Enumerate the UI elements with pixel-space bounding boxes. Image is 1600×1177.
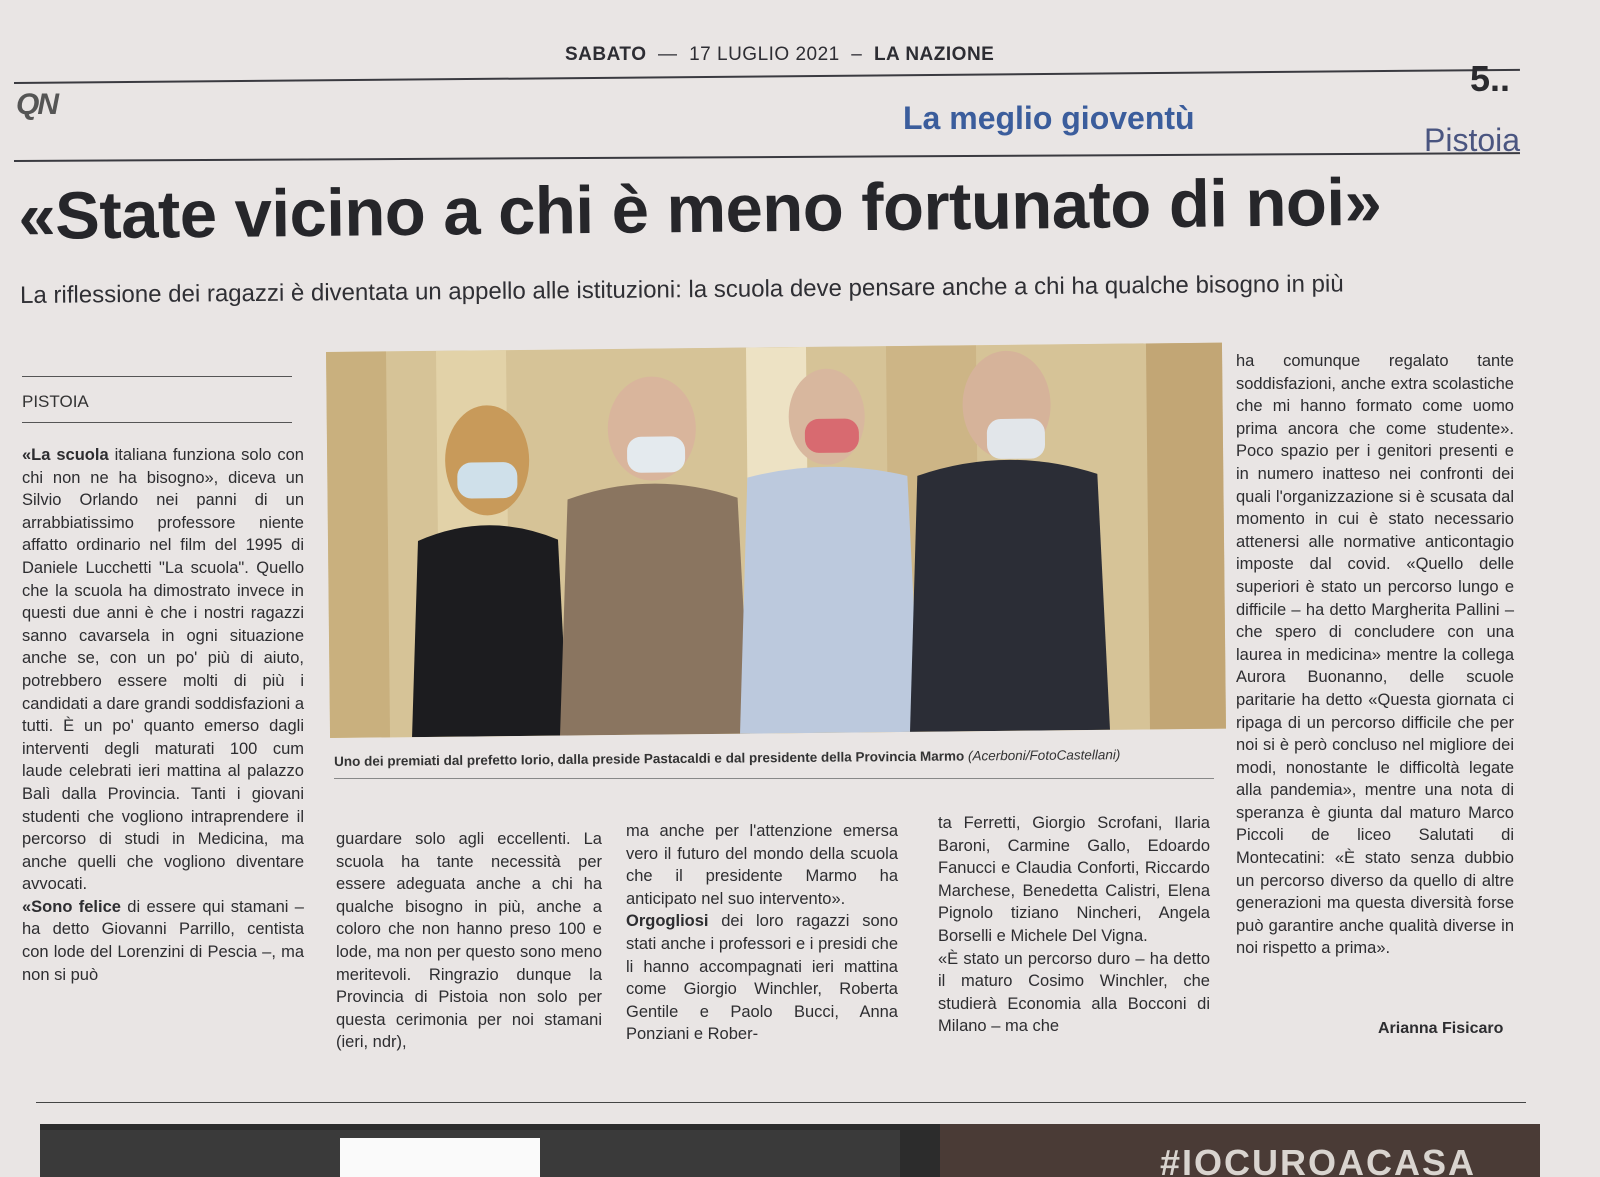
dateline-rule-bottom (22, 422, 292, 423)
footer-rule (36, 1102, 1526, 1103)
ad-white-block (340, 1138, 540, 1177)
headline: «State vicino a chi è meno fortunato di noi» (18, 164, 1382, 254)
ad-hashtag: #IOCUROACASA (1160, 1142, 1477, 1177)
col3-text: ma anche per l'attenzione emersa vero il futuro del mondo della scuola che il presidente Marmo ha anticipato nel suo intervento». (626, 822, 898, 908)
col1-lead-2: «Sono felice (22, 897, 121, 916)
article-photo (326, 343, 1226, 738)
city-label: Pistoia (1424, 122, 1521, 158)
caption-credit: (Acerboni/FotoCastellani) (967, 747, 1121, 764)
col1-lead: «La scuola (22, 446, 109, 464)
header-rule-top (14, 69, 1520, 84)
article-column-4 (938, 812, 1210, 1038)
masthead-day: SABATO (565, 44, 647, 65)
dateline: PISTOIA (22, 392, 89, 411)
article-column-5 (1236, 350, 1514, 960)
article-column-2 (336, 828, 602, 1054)
col4-text-2: «È stato un percorso duro – ha detto il maturo Cosimo Winchler, che studierà Economia alla Bocconi di Milano – ma che (938, 949, 1210, 1036)
qn-logo: QN (16, 88, 57, 121)
col3-text-2: dei loro ragazzi sono stati anche i professori e i presidi che li hanno accompagnati ieri mattina come Giorgio Winchler, Roberta Gentile e Paolo Bucci, Anna Ponziani e Rober- (626, 912, 898, 1044)
col1-text-2: di essere qui stamani – ha detto Giovanni Parrillo, centista con lode del Lorenzini di Pescia –, ma non si può (22, 897, 304, 984)
col3-lead: Orgogliosi (626, 912, 709, 931)
section-title: La meglio gioventù (903, 100, 1195, 136)
subheadline: La riflessione dei ragazzi è diventata un appello alle istituzioni: la scuola deve pensare anche a chi ha qualche bisogno in più (20, 270, 1344, 309)
photo-illustration (326, 343, 1226, 738)
col5-text: ha comunque regalato tante soddisfazioni, anche extra scolastiche che mi hanno formato come uomo prima ancora che come studente». Poco spazio per i genitori presenti e in numero inatteso nei confronti dei quali l'organizzazione si è scusata dal momento in cui è stato necessario attenersi alle normative anticontagio imposte dal covid. «Quello delle superiori è stato un percorso lungo e difficile – ha detto Margherita Pallini – che spero di concludere con una laurea in medicina» mentre la collega Aurora Buonanno, delle scuole paritarie ha detto «Questa giornata ci ripaga di un percorso difficile che per noi si è però concluso nel migliore dei modi, nonostante le difficoltà legate alla pandemia», mentre una nota di speranza è giunta dal maturo Marco Piccoli de liceo Salutati di Montecatini: «È stato senza dubbio un percorso diverso da quello di altre generazioni ma questa diversità forse può garantire anche qualità diverse in noi rispetto a prima». (1236, 352, 1514, 958)
photo-caption (334, 746, 1224, 769)
page-number: 5.. (1470, 58, 1511, 99)
header-rule-bottom (14, 152, 1520, 162)
masthead-date: 17 LUGLIO 2021 (689, 44, 840, 65)
caption-rule (334, 778, 1214, 779)
article-column-3 (626, 820, 898, 1046)
col2-text: guardare solo agli eccellenti. La scuola ha tante necessità per essere adeguata anche a chi ha qualche bisogno in più, anche a coloro che non hanno preso 100 e lode, ma non per questo sono meno meritevoli. Ringrazio dunque la Provincia di Pistoia non solo per questa cerimonia per noi stamani (ieri, ndr), (336, 830, 602, 1052)
col1-text: italiana funziona solo con chi non ne ha bisogno», diceva un Silvio Orlando nei panni di un arrabbiatissimo professore niente affatto ordinario nel film del 1995 di Daniele Lucchetti "La scuola". Quello che la scuola ha dimostrato invece in questi due anni è che i nostri ragazzi sanno cavarsela in ogni situazione anche se, con un po' più di aiuto, potrebbero essere molti di più i candidati a dare grandi soddisfazioni a tutti. È un po' quanto emerso dagli interventi degli maturati 100 cum laude celebrati ieri mattina al palazzo Balì dalla Provincia. Tanti i giovani studenti che vogliono intraprendere il percorso di studi in Medicina, ma anche quelli che vogliono diventare avvocati. (22, 446, 304, 894)
caption-text: Uno dei premiati dal prefetto Iorio, dalla preside Pastacaldi e dal presidente della Provincia Marmo (334, 748, 965, 769)
col4-text: ta Ferretti, Giorgio Scrofani, Ilaria Baroni, Carmine Gallo, Edoardo Fanucci e Claudia Conforti, Riccardo Marchese, Benedetta Calistri, Elena Pignolo tiziano Nincheri, Angela Borselli e Michele Del Vigna. (938, 814, 1210, 945)
article-column-1 (22, 444, 304, 986)
dateline-rule-top (22, 376, 292, 377)
masthead-paper: LA NAZIONE (873, 44, 995, 65)
bottom-advertisement (40, 1124, 1540, 1177)
author-signature: Arianna Fisicaro (1378, 1020, 1504, 1037)
masthead: SABATO — 17 LUGLIO 2021 – LA NAZIONE (565, 44, 995, 65)
